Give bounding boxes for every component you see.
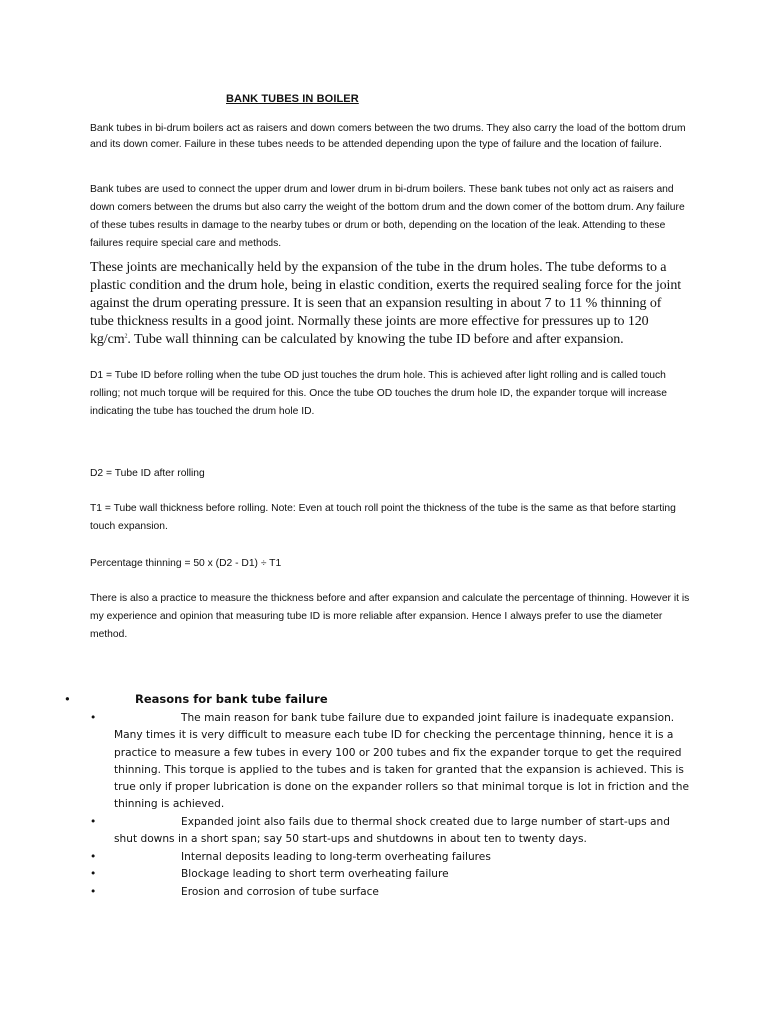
reason-item <box>90 849 690 866</box>
joints-paragraph <box>90 259 686 349</box>
t1-definition: T1 = Tube wall thickness before rolling. Note: Even at touch roll point the thickness of the tube is the same as that before starting touch expansion. <box>90 503 676 532</box>
d2-definition: D2 = Tube ID after rolling <box>90 468 205 479</box>
superscript-two: 2 <box>124 333 128 340</box>
intro-paragraph: Bank tubes in bi-drum boilers act as raisers and down comers between the two drums. They also carry the load of the bottom drum and its down comer. Failure in these tubes needs to be attended depending upon the type of failure and the location of failure. <box>90 123 686 150</box>
bullet-icon: • <box>90 886 97 898</box>
reason-text: Erosion and corrosion of tube surface <box>181 886 379 898</box>
bullet-icon: • <box>90 712 97 724</box>
d1-definition: D1 = Tube ID before rolling when the tube OD just touches the drum hole. This is achieved after light rolling and is called touch rolling; not much torque will be required for this. Once the tube OD touches the drum hole ID, the expander torque will increase indicating the tube has touched the drum hole ID. <box>90 370 667 417</box>
reason-item <box>90 866 690 883</box>
reason-item <box>90 814 690 849</box>
joints-text-part2: . Tube wall thinning can be calculated by knowing the tube ID before and after expansion. <box>127 332 624 347</box>
bank-tubes-paragraph: Bank tubes are used to connect the upper drum and lower drum in bi-drum boilers. These bank tubes not only act as raisers and down comers between the drums but also carry the weight of the bottom drum and the down comer of the bottom drum. Any failure of these tubes results in damage to the nearby tubes or drum or both, depending on the location of the leak. Attending to these failures require special care and methods. <box>90 184 685 249</box>
page-title: BANK TUBES IN BOILER <box>226 93 359 105</box>
reason-item <box>90 884 690 901</box>
reason-text: Blockage leading to short term overheating failure <box>181 868 449 880</box>
reason-text: The main reason for bank tube failure due to expanded joint failure is inadequate expansion. Many times it is very difficult to measure each tube ID for checking the percentage thinning, hence it is a practice to measure a few tubes in every 100 or 200 tubes and fix the expander torque to get the required thinning. This torque is applied to the tubes and is taken for granted that the expansion is achieved. This is true only if proper lubrication is done on the expander rollers so that minimal torque is lot in friction and the thinning is achieved. <box>114 712 689 811</box>
practice-paragraph: There is also a practice to measure the thickness before and after expansion and calculate the percentage of thinning. However it is my experience and opinion that measuring tube ID is more reliable after expansion. Hence I always prefer to use the diameter method. <box>90 593 690 640</box>
bullet-icon: • <box>90 851 97 863</box>
reason-item <box>90 710 690 814</box>
thinning-formula: Percentage thinning = 50 x (D2 - D1) ÷ T1 <box>90 558 282 569</box>
reason-text: Expanded joint also fails due to thermal shock created due to large number of start-ups and shut downs in a short span; say 50 start-ups and shutdowns in about ten to twenty days. <box>114 816 670 846</box>
bullet-icon: • <box>90 816 97 828</box>
joints-text-part1: These joints are mechanically held by the expansion of the tube in the drum holes. The tube deforms to a plastic condition and the drum hole, being in elastic condition, exerts the required sealing force for the joint against the drum operating pressure. It is seen that an expansion resulting in about 7 to 11 % thinning of tube thickness results in a good joint. Normally these joints are more effective for pressures up to 120 kg/cm <box>90 260 682 347</box>
bullet-icon: • <box>90 868 97 880</box>
reason-text: Internal deposits leading to long-term overheating failures <box>181 851 491 863</box>
bullet-icon: • <box>64 692 71 706</box>
reasons-heading-text: Reasons for bank tube failure <box>135 692 328 706</box>
